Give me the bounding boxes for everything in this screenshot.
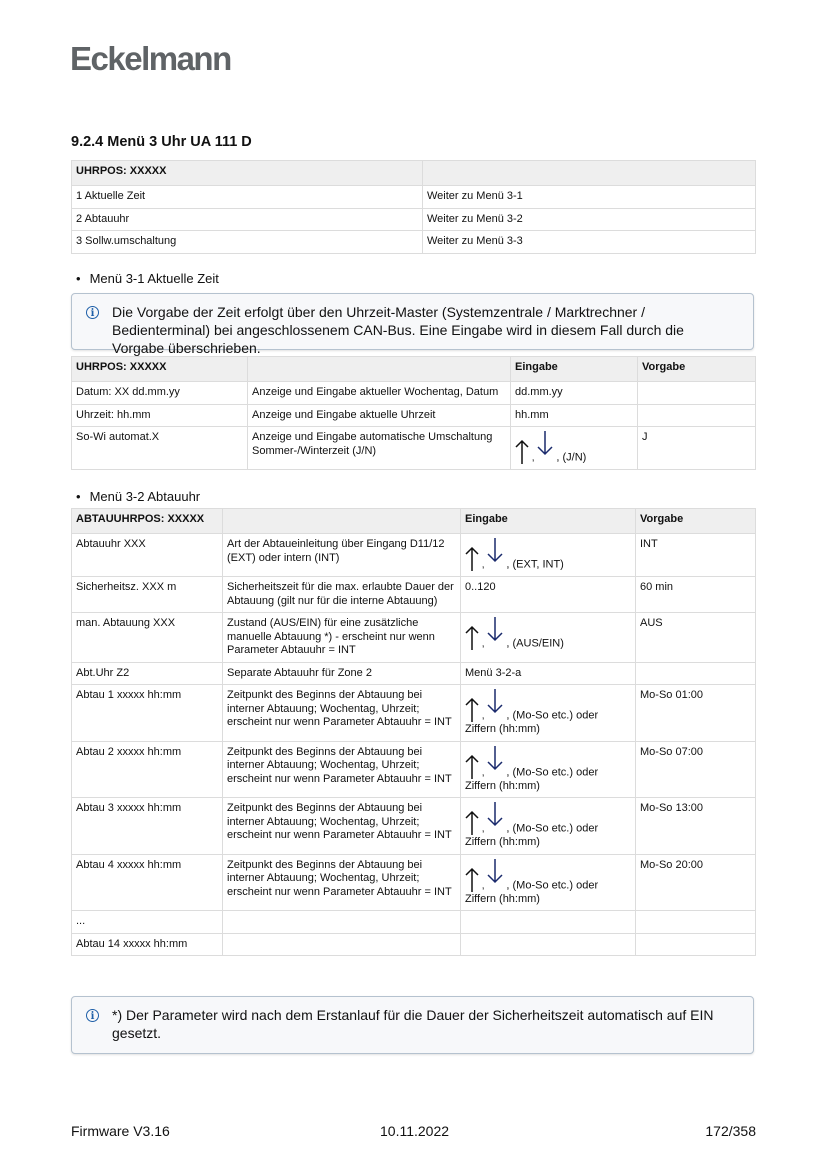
eingabe-cell (461, 911, 636, 934)
table-cell: Weiter zu Menü 3-3 (423, 231, 756, 254)
table-cell: Weiter zu Menü 3-2 (423, 208, 756, 231)
table-cell: Anzeige und Eingabe aktuelle Uhrzeit (248, 404, 511, 427)
table-cell: Abtau 4 xxxxx hh:mm (72, 854, 223, 911)
bullet-menu-3-2: • Menü 3-2 Abtauuhr (76, 489, 200, 504)
column-header (423, 161, 756, 186)
table-cell: Abtauuhr XXX (72, 534, 223, 577)
info-note (71, 293, 754, 356)
table-cell: ... (72, 911, 223, 934)
footnote (71, 996, 754, 1054)
column-header: UHRPOS: XXXXX (72, 357, 248, 382)
eingabe-cell (511, 382, 638, 405)
table-cell: 60 min (636, 577, 756, 613)
section-heading: 9.2.4 Menü 3 Uhr UA 111 D (71, 134, 252, 150)
eingabe-text: , (AUS/EIN) (506, 637, 564, 650)
column-header: Eingabe (511, 357, 638, 382)
arrow-down-icon (487, 859, 503, 885)
abtauuhr-table (71, 508, 756, 956)
eingabe-text: , (EXT, INT) (506, 558, 564, 571)
table-row (72, 534, 756, 577)
table-header-row (72, 509, 756, 534)
table-cell: Zustand (AUS/EIN) für eine zusätzliche manuelle Abtauung *) - erscheint nur wenn Parameter Abtauuhr = INT (223, 613, 461, 663)
arrow-up-icon (465, 754, 479, 780)
eingabe-cell: , , (Mo-So etc.) oder Ziffern (hh:mm) (461, 685, 636, 742)
note-text: Die Vorgabe der Zeit erfolgt über den Uhrzeit-Master (Systemzentrale / Marktrechner / Bedienterminal) bei angeschlossenem CAN-Bus. Eine Eingabe wird in diesem Fall durch die Vorgabe überschrieben. (112, 304, 684, 356)
column-header (223, 509, 461, 534)
table-row (72, 404, 756, 427)
table-cell: Zeitpunkt des Beginns der Abtauung bei interner Abtauung; Wochentag, Uhrzeit; erscheint nur wenn Parameter Abtauuhr = INT (223, 854, 461, 911)
arrow-down-icon (487, 746, 503, 772)
info-circle-icon: i (86, 306, 99, 319)
table-cell: Zeitpunkt des Beginns der Abtauung bei interner Abtauung; Wochentag, Uhrzeit; erscheint nur wenn Parameter Abtauuhr = INT (223, 685, 461, 742)
arrow-up-icon (515, 439, 529, 465)
eingabe-text: , (Mo-So etc.) oder (506, 822, 599, 835)
bullet-menu-3-1: • Menü 3-1 Aktuelle Zeit (76, 271, 219, 286)
footnote-text: *) Der Parameter wird nach dem Erstanlauf für die Dauer der Sicherheitszeit automatisch auf EIN gesetzt. (112, 1007, 714, 1041)
table-cell (223, 933, 461, 956)
eingabe-cell: , , (Mo-So etc.) oder Ziffern (hh:mm) (461, 854, 636, 911)
table-cell: INT (636, 534, 756, 577)
eingabe-cell: , , (Mo-So etc.) oder Ziffern (hh:mm) (461, 798, 636, 855)
table-cell: Zeitpunkt des Beginns der Abtauung bei interner Abtauung; Wochentag, Uhrzeit; erscheint nur wenn Parameter Abtauuhr = INT (223, 798, 461, 855)
eingabe-text: 0..120 (465, 581, 496, 593)
table-header-row (72, 357, 756, 382)
eingabe-cell (511, 404, 638, 427)
aktuelle-zeit-table (71, 356, 756, 470)
eingabe-text: , (Mo-So etc.) oder (506, 879, 599, 891)
table-cell (223, 911, 461, 934)
eingabe-text: hh.mm (515, 408, 549, 421)
table-cell: J (638, 427, 756, 470)
arrow-up-icon (465, 810, 479, 836)
table-row (72, 382, 756, 405)
table-cell: 1 Aktuelle Zeit (72, 186, 423, 209)
eingabe-cell (461, 662, 636, 685)
eingabe-text-2: Ziffern (hh:mm) (465, 836, 540, 848)
arrow-up-icon (465, 546, 479, 572)
column-header: UHRPOS: XXXXX (72, 161, 423, 186)
eingabe-text: , (J/N) (556, 451, 587, 464)
eingabe-text-2: Ziffern (hh:mm) (465, 892, 540, 905)
eingabe-cell: , , (EXT, INT) (461, 534, 636, 577)
column-header: Vorgabe (638, 357, 756, 382)
table-cell: Zeitpunkt des Beginns der Abtauung bei interner Abtauung; Wochentag, Uhrzeit; erscheint nur wenn Parameter Abtauuhr = INT (223, 741, 461, 798)
arrow-down-icon (487, 802, 503, 828)
info-circle-icon: i (86, 1009, 99, 1022)
table-cell: Weiter zu Menü 3-1 (423, 186, 756, 209)
table-row (72, 231, 756, 254)
table-cell (638, 404, 756, 427)
footer-date: 10.11.2022 (380, 1123, 450, 1139)
table-cell: Abt.Uhr Z2 (72, 662, 223, 685)
arrow-down-icon (537, 431, 553, 457)
table-cell (636, 911, 756, 934)
table-cell (638, 382, 756, 405)
table-row (72, 854, 756, 911)
table-cell: So-Wi automat.X (72, 427, 248, 470)
table-cell: man. Abtauung XXX (72, 613, 223, 663)
column-header: Vorgabe (636, 509, 756, 534)
eingabe-text: Menü 3-2-a (465, 666, 522, 679)
table-row (72, 741, 756, 798)
eingabe-cell (461, 577, 636, 613)
table-cell: AUS (636, 613, 756, 663)
table-cell: Mo-So 07:00 (636, 741, 756, 798)
table-cell: Abtau 1 xxxxx hh:mm (72, 685, 223, 742)
table-cell: Mo-So 01:00 (636, 685, 756, 742)
eingabe-text: , (Mo-So etc.) oder (506, 709, 599, 722)
footer-page: 172/358 (705, 1123, 756, 1139)
eingabe-text: dd.mm.yy (515, 386, 563, 398)
table-cell: Anzeige und Eingabe aktueller Wochentag, Datum (248, 382, 511, 405)
table-cell: Uhrzeit: hh.mm (72, 404, 248, 427)
eingabe-text-2: Ziffern (hh:mm) (465, 723, 540, 735)
table-cell: Separate Abtauuhr für Zone 2 (223, 662, 461, 685)
column-header: Eingabe (461, 509, 636, 534)
table-cell (636, 933, 756, 956)
table-row (72, 798, 756, 855)
table-cell: Mo-So 20:00 (636, 854, 756, 911)
table-row (72, 685, 756, 742)
table-cell: Sicherheitsz. XXX m (72, 577, 223, 613)
table-cell: Sicherheitszeit für die max. erlaubte Dauer der Abtauung (gilt nur für die interne Abtauung) (223, 577, 461, 613)
table-cell: Datum: XX dd.mm.yy (72, 382, 248, 405)
eingabe-text: , (Mo-So etc.) oder (506, 766, 599, 778)
column-header (248, 357, 511, 382)
arrow-down-icon (487, 617, 503, 643)
table-cell: 3 Sollw.umschaltung (72, 231, 423, 254)
arrow-down-icon (487, 689, 503, 715)
eingabe-cell (461, 933, 636, 956)
table-cell: Art der Abtaueinleitung über Eingang D11/12 (EXT) oder intern (INT) (223, 534, 461, 577)
table-header-row (72, 161, 756, 186)
arrow-up-icon (465, 867, 479, 893)
eckelmann-logo: Eckelmann (70, 40, 231, 77)
eingabe-cell: , , (J/N) (511, 427, 638, 470)
table-cell: Anzeige und Eingabe automatische Umschaltung Sommer-/Winterzeit (J/N) (248, 427, 511, 470)
table-row (72, 911, 756, 934)
table-row (72, 662, 756, 685)
menu-table (71, 160, 756, 254)
table-cell: 2 Abtauuhr (72, 208, 423, 231)
table-row (72, 208, 756, 231)
table-row (72, 613, 756, 663)
arrow-up-icon (465, 697, 479, 723)
table-row (72, 577, 756, 613)
table-cell: Abtau 2 xxxxx hh:mm (72, 741, 223, 798)
column-header: ABTAUUHRPOS: XXXXX (72, 509, 223, 534)
footer-firmware: Firmware V3.16 (71, 1123, 170, 1139)
table-cell: Abtau 3 xxxxx hh:mm (72, 798, 223, 855)
arrow-up-icon (465, 625, 479, 651)
table-cell: Abtau 14 xxxxx hh:mm (72, 933, 223, 956)
table-cell: Mo-So 13:00 (636, 798, 756, 855)
table-row (72, 186, 756, 209)
table-row (72, 427, 756, 470)
table-cell (636, 662, 756, 685)
eingabe-cell: , , (Mo-So etc.) oder Ziffern (hh:mm) (461, 741, 636, 798)
table-row (72, 933, 756, 956)
arrow-down-icon (487, 538, 503, 564)
eingabe-cell: , , (AUS/EIN) (461, 613, 636, 663)
eingabe-text-2: Ziffern (hh:mm) (465, 779, 540, 792)
